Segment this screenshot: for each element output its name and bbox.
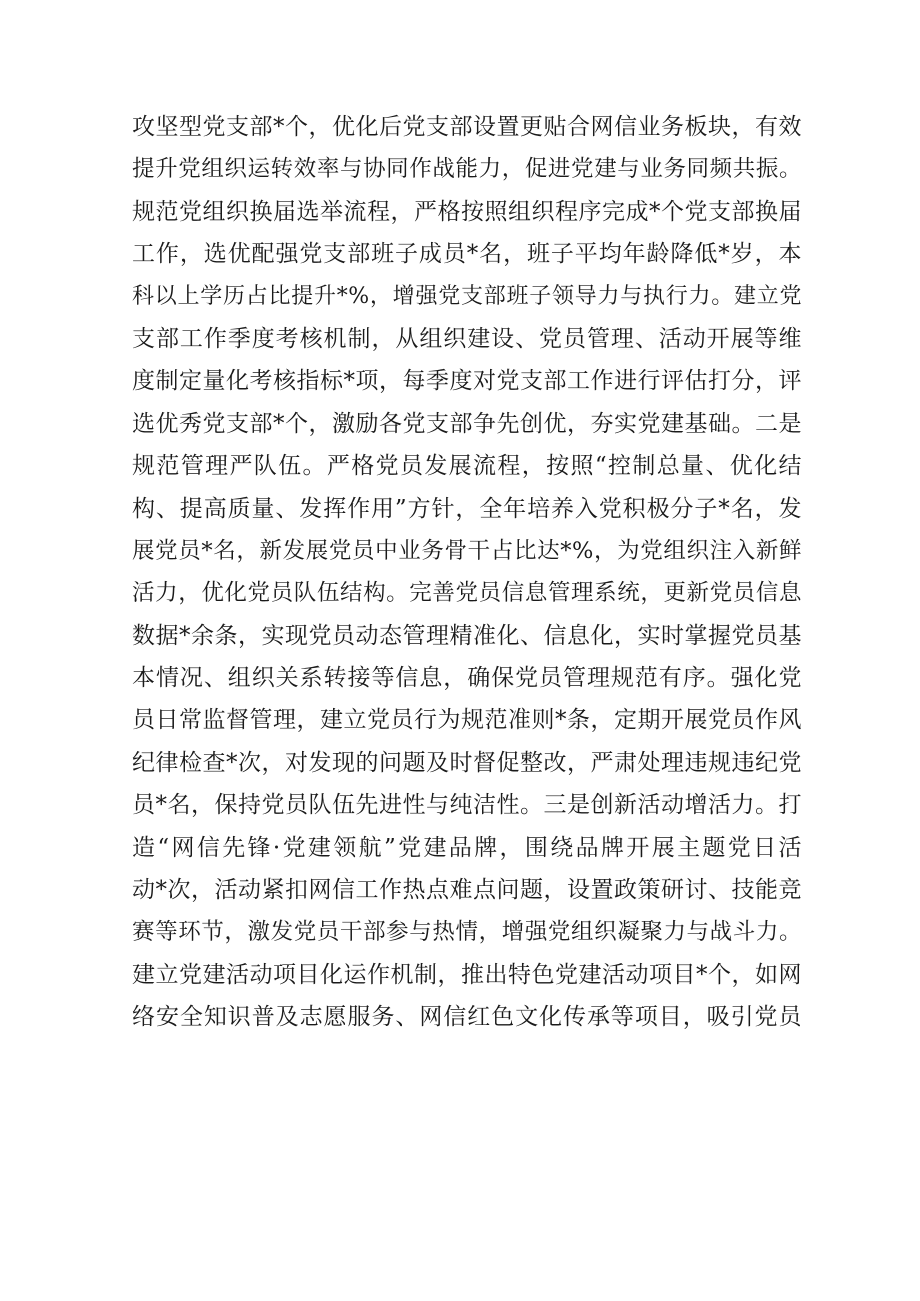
text-line: 络安全知识普及志愿服务、网信红色文化传承等项目，吸引党员	[132, 1004, 802, 1031]
text-line: 选优秀党支部*个，激励各党支部争先创优，夯实党建基础。二是	[132, 410, 802, 437]
text-line: 建立党建活动项目化运作机制，推出特色党建活动项目*个，如网	[132, 961, 802, 988]
text-line: 数据*余条，实现党员动态管理精准化、信息化，实时掌握党员基	[132, 622, 802, 649]
text-line: 度制定量化考核指标*项，每季度对党支部工作进行评估打分，评	[132, 368, 802, 395]
text-line: 员日常监督管理，建立党员行为规范准则*条，定期开展党员作风	[132, 707, 802, 734]
text-line: 规范管理严队伍。严格党员发展流程，按照“控制总量、优化结	[132, 453, 802, 480]
text-line: 本情况、组织关系转接等信息，确保党员管理规范有序。强化党	[132, 665, 802, 692]
text-line: 展党员*名，新发展党员中业务骨干占比达*%，为党组织注入新鲜	[132, 537, 802, 564]
text-line: 构、提高质量、发挥作用”方针，全年培养入党积极分子*名，发	[132, 495, 802, 522]
text-line: 赛等环节，激发党员干部参与热情，增强党组织凝聚力与战斗力。	[132, 919, 802, 946]
text-line: 提升党组织运转效率与协同作战能力，促进党建与业务同频共振。	[132, 156, 802, 183]
text-line: 造“网信先锋·党建领航”党建品牌，围绕品牌开展主题党日活	[132, 834, 802, 861]
text-line: 动*次，活动紧扣网信工作热点难点问题，设置政策研讨、技能竞	[132, 877, 802, 904]
text-line: 规范党组织换届选举流程，严格按照组织程序完成*个党支部换届	[132, 198, 802, 225]
text-line: 科以上学历占比提升*%，增强党支部班子领导力与执行力。建立党	[132, 283, 802, 309]
text-line: 纪律检查*次，对发现的问题及时督促整改，严肃处理违规违纪党	[132, 749, 802, 776]
text-line: 工作，选优配强党支部班子成员*名，班子平均年龄降低*岁，本	[132, 241, 802, 268]
body-text	[132, 106, 802, 1039]
text-line: 活力，优化党员队伍结构。完善党员信息管理系统，更新党员信息	[132, 580, 802, 607]
text-line: 支部工作季度考核机制，从组织建设、党员管理、活动开展等维	[132, 325, 802, 352]
text-line: 员*名，保持党员队伍先进性与纯洁性。三是创新活动增活力。打	[132, 792, 802, 819]
text-line: 攻坚型党支部*个，优化后党支部设置更贴合网信业务板块，有效	[132, 114, 802, 140]
